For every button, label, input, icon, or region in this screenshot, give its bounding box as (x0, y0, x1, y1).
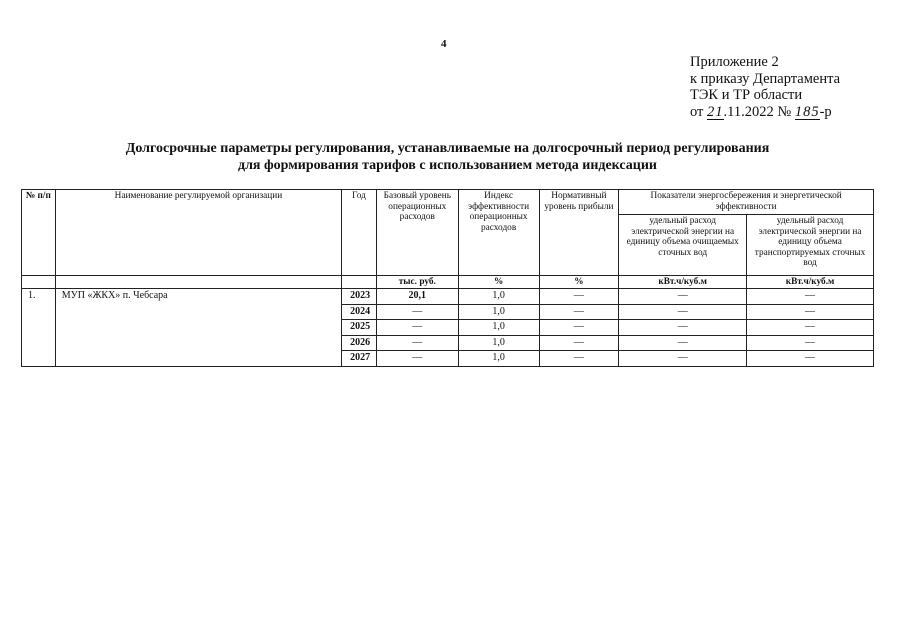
row-year: 2023 (342, 289, 377, 305)
order-number: 185 (794, 103, 820, 120)
units-organization (55, 276, 341, 289)
appendix-date-line (690, 104, 840, 121)
appendix-line-2: к приказу Департамента (690, 70, 841, 87)
title-line-1: Долгосрочные параметры регулирования, устанавливаемые на долгосрочный период регулирования (125, 141, 770, 156)
units-year (342, 276, 377, 289)
header-organization: Наименование регулируемой организации (55, 190, 341, 276)
appendix-line-3: ТЭК и ТР области (690, 87, 803, 103)
row-year: 2027 (342, 351, 377, 367)
date-prefix: от (690, 103, 704, 120)
row-index: 1,0 (458, 289, 539, 305)
row-base: — (376, 351, 458, 367)
unit-index: % (458, 276, 539, 289)
table-row (22, 289, 874, 305)
date-rest: .11.2022 № (723, 103, 792, 120)
header-year: Год (342, 190, 377, 276)
header-energy-group: Показатели энергосбережения и энергетической эффективности (619, 190, 874, 215)
row-energy-treated: — (619, 335, 747, 351)
row-base: — (376, 304, 458, 320)
row-index: 1,0 (458, 351, 539, 367)
row-index: 1,0 (458, 304, 539, 320)
header-profit-level: Нормативный уровень прибыли (539, 190, 619, 276)
row-energy-transported: — (747, 320, 874, 336)
row-profit: — (539, 351, 619, 367)
units-number (22, 276, 56, 289)
header-energy-treated: удельный расход электрической энергии на единицу объема очищаемых сточных вод (619, 215, 747, 276)
row-profit: — (539, 289, 619, 305)
row-energy-transported: — (747, 335, 874, 351)
row-year: 2025 (342, 320, 377, 336)
header-energy-transported: удельный расход электрической энергии на единицу объема транспортируемых сточных вод (747, 215, 874, 276)
row-index: 1,0 (458, 320, 539, 336)
header-number: № п/п (22, 190, 56, 276)
header-efficiency-index: Индекс эффективности операционных расходов (458, 190, 539, 276)
header-base-level: Базовый уровень операционных расходов (376, 190, 458, 276)
row-base: — (376, 335, 458, 351)
date-day: 21 (707, 103, 724, 120)
title-line-2: для формирования тарифов с использованием метода индексации (237, 158, 657, 173)
org-number: 1. (22, 289, 56, 367)
row-energy-transported: — (747, 289, 874, 305)
row-profit: — (539, 304, 619, 320)
unit-energy-transported: кВт.ч/куб.м (747, 276, 874, 289)
unit-energy-treated: кВт.ч/куб.м (619, 276, 747, 289)
row-energy-transported: — (747, 304, 874, 320)
row-index: 1,0 (458, 335, 539, 351)
row-profit: — (539, 335, 619, 351)
row-energy-treated: — (619, 320, 747, 336)
document-title (60, 140, 835, 174)
order-suffix: -р (819, 103, 832, 120)
units-row (22, 276, 874, 289)
row-base: 20,1 (376, 289, 458, 305)
unit-base: тыс. руб. (376, 276, 458, 289)
row-base: — (376, 320, 458, 336)
row-year: 2026 (342, 335, 377, 351)
row-energy-treated: — (619, 289, 747, 305)
appendix-block (690, 54, 840, 120)
parameters-table (21, 189, 874, 367)
appendix-line-1: Приложение 2 (690, 54, 779, 70)
page-number: 4 (441, 38, 447, 50)
org-name: МУП «ЖКХ» п. Чебсара (55, 289, 341, 367)
row-energy-treated: — (619, 304, 747, 320)
row-energy-treated: — (619, 351, 747, 367)
row-year: 2024 (342, 304, 377, 320)
row-profit: — (539, 320, 619, 336)
unit-profit: % (539, 276, 619, 289)
row-energy-transported: — (747, 351, 874, 367)
